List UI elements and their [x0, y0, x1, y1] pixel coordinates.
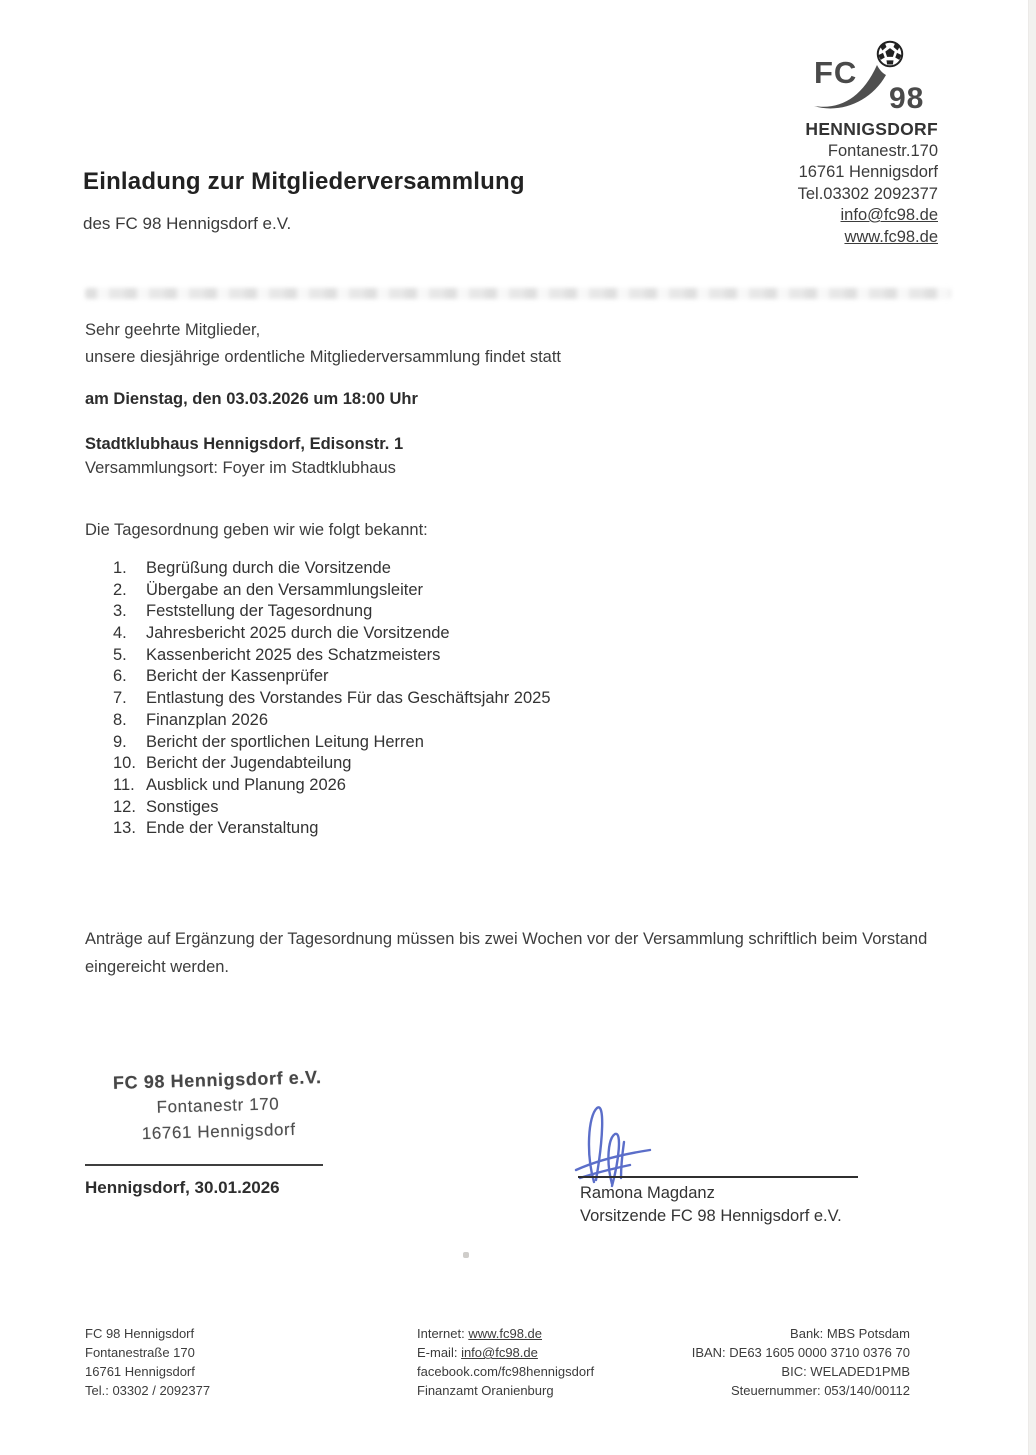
signatory-name: Ramona Magdanz	[580, 1184, 715, 1202]
footer-city: 16761 Hennigsdorf	[85, 1364, 195, 1379]
agenda-item	[113, 753, 551, 775]
footer-phone: Tel.: 03302 / 2092377	[85, 1383, 211, 1398]
letterhead-street: Fontanestr.170	[827, 141, 938, 160]
agenda-item-number: 4.	[113, 624, 127, 643]
agenda-item-number: 11.	[113, 775, 135, 794]
letterhead-phone: Tel.03302 2092377	[797, 184, 938, 203]
agenda-item	[113, 645, 551, 667]
svg-text:98: 98	[889, 82, 925, 112]
agenda-item	[113, 601, 551, 623]
letterhead-club-name: HENNIGSDORF	[805, 119, 938, 139]
agenda-item-text: Jahresbericht 2025 durch die Vorsitzende	[146, 624, 450, 643]
signature-rule-left	[85, 1164, 323, 1166]
scan-speck	[463, 1252, 469, 1258]
agenda-item-number: 10.	[113, 754, 136, 773]
agenda-item-number: 3.	[113, 602, 127, 621]
footer-tax-office: Finanzamt Oranienburg	[417, 1383, 554, 1398]
signature-rule-right	[578, 1176, 858, 1178]
greeting-line-2: unsere diesjährige ordentliche Mitgliederversammlung findet statt	[85, 348, 561, 366]
agenda-item-text: Bericht der Kassenprüfer	[146, 667, 329, 686]
motions-paragraph: Anträge auf Ergänzung der Tagesordnung müssen bis zwei Wochen vor der Versammlung schriftlich beim Vorstand eingereicht werden.	[85, 930, 928, 976]
stamp-city: 16761 Hennigsdorf	[141, 1119, 296, 1144]
agenda-item-text: Sonstiges	[146, 797, 219, 816]
agenda-item	[113, 623, 551, 645]
club-stamp	[102, 1064, 334, 1148]
agenda-item	[113, 558, 551, 580]
agenda-item	[113, 666, 551, 688]
agenda-item-text: Kassenbericht 2025 des Schatzmeisters	[146, 645, 441, 664]
soccer-ball-icon	[878, 42, 902, 66]
agenda-item-number: 2.	[113, 580, 127, 599]
letterhead-city: 16761 Hennigsdorf	[798, 163, 938, 181]
agenda-item-text: Ende der Veranstaltung	[146, 819, 319, 838]
footer-middle-column	[417, 1324, 594, 1400]
agenda-item	[113, 688, 551, 710]
letterhead-address	[798, 119, 938, 248]
agenda-item	[113, 580, 551, 602]
place-date: Hennigsdorf, 30.01.2026	[85, 1178, 280, 1197]
footer-street: Fontanestraße 170	[85, 1345, 195, 1360]
document-title: Einladung zur Mitgliederversammlung	[83, 168, 525, 195]
meeting-venue: Stadtklubhaus Hennigsdorf, Edisonstr. 1	[85, 435, 404, 453]
agenda-item-text: Bericht der Jugendabteilung	[146, 754, 352, 773]
agenda-item	[113, 732, 551, 754]
agenda-item-number: 12.	[113, 797, 136, 816]
footer-website-link[interactable]: www.fc98.de	[468, 1326, 543, 1341]
footer-email-line	[417, 1343, 594, 1362]
meeting-venue-detail: Versammlungsort: Foyer im Stadtklubhaus	[85, 459, 396, 477]
stamp-street: Fontanestr 170	[156, 1094, 280, 1117]
agenda-item-number: 7.	[113, 689, 127, 708]
agenda-item-text: Übergabe an den Versammlungsleiter	[146, 580, 423, 599]
agenda-item-number: 1.	[113, 559, 127, 577]
agenda-item-number: 6.	[113, 667, 127, 686]
letterhead-email-link[interactable]: info@fc98.de	[840, 206, 938, 224]
footer-tax-number: Steuernummer: 053/140/00112	[731, 1383, 910, 1398]
meeting-datetime: am Dienstag, den 03.03.2026 um 18:00 Uhr	[85, 390, 418, 408]
agenda-item-text: Entlastung des Vorstandes Für das Geschäftsjahr 2025	[146, 689, 551, 708]
agenda-item	[113, 710, 551, 732]
agenda-item	[113, 797, 551, 819]
document-subtitle: des FC 98 Hennigsdorf e.V.	[83, 214, 292, 233]
agenda-item-text: Bericht der sportlichen Leitung Herren	[146, 732, 424, 751]
agenda-item-number: 5.	[113, 645, 127, 664]
redacted-address-band	[85, 288, 951, 299]
scan-page-edge	[1028, 0, 1036, 1455]
footer-right-column	[692, 1324, 910, 1400]
agenda-intro: Die Tagesordnung geben wir wie folgt bekannt:	[85, 521, 428, 539]
agenda-item-text: Feststellung der Tagesordnung	[146, 602, 373, 621]
agenda-item-text: Begrüßung durch die Vorsitzende	[146, 559, 391, 577]
footer-bic: BIC: WELADED1PMB	[781, 1364, 910, 1379]
signatory-role: Vorsitzende FC 98 Hennigsdorf e.V.	[580, 1207, 842, 1225]
club-logo	[812, 38, 940, 112]
agenda-item	[113, 775, 551, 797]
footer-internet-line	[417, 1324, 594, 1343]
fc98-logo-icon	[812, 38, 940, 112]
letterhead-website-link[interactable]: www.fc98.de	[844, 227, 938, 246]
stamp-club-name: FC 98 Hennigsdorf e.V.	[112, 1067, 322, 1093]
footer-club-name: FC 98 Hennigsdorf	[85, 1326, 195, 1341]
footer-iban: IBAN: DE63 1605 0000 3710 0376 70	[691, 1345, 910, 1360]
footer-email-label: E-mail:	[417, 1345, 462, 1360]
footer-email-link[interactable]: info@fc98.de	[461, 1345, 538, 1360]
agenda-item-number: 8.	[113, 710, 127, 729]
svg-text:FC: FC	[814, 55, 858, 90]
footer-left-column	[85, 1324, 210, 1400]
agenda-item-number: 9.	[113, 732, 127, 751]
agenda-item-text: Ausblick und Planung 2026	[146, 775, 346, 794]
agenda-item-number: 13.	[113, 819, 136, 838]
agenda-item-text: Finanzplan 2026	[146, 710, 269, 729]
agenda-list	[113, 558, 551, 840]
greeting-line-1: Sehr geehrte Mitglieder,	[85, 321, 261, 339]
agenda-item	[113, 818, 551, 840]
footer-bank: Bank: MBS Potsdam	[790, 1326, 910, 1341]
footer-internet-label: Internet:	[417, 1326, 469, 1341]
footer-facebook: facebook.com/fc98hennigsdorf	[417, 1364, 595, 1379]
